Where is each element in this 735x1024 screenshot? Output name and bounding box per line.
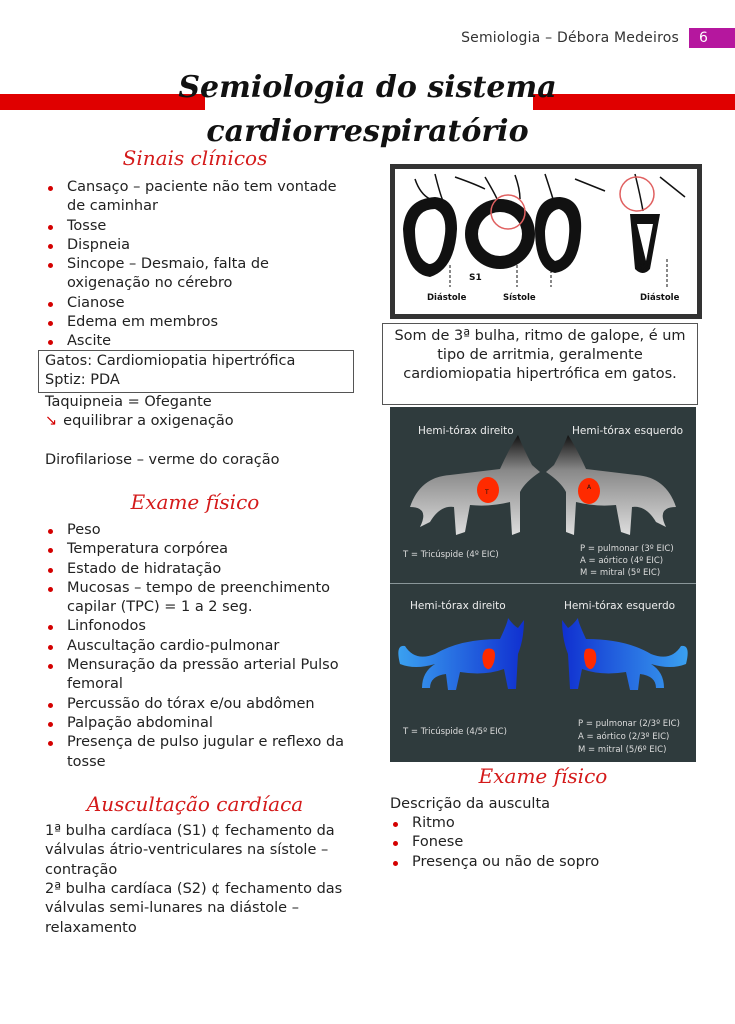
third-sound-note: Som de 3ª bulha, ritmo de galope, é um tipo de arritmia, geralmente cardiomiopatia hipertrófica em gatos. — [382, 323, 698, 405]
section-exame-heading: Exame físico — [130, 490, 260, 514]
list-item: Temperatura corpórea — [45, 540, 350, 559]
taquipneia-text: Taquipneia = Ofegante — [45, 394, 212, 410]
page-title-line2: cardiorrespiratório — [206, 114, 529, 149]
dog-right-caption-m: M = mitral (5º EIC) — [580, 568, 661, 578]
list-item: Auscultação cardio-pulmonar — [45, 637, 350, 656]
list-item: Palpação abdominal — [45, 714, 350, 733]
exame-list — [45, 521, 350, 772]
list-item: Cianose — [45, 294, 345, 313]
page-header — [461, 27, 735, 49]
list-item: Peso — [45, 521, 350, 540]
cat-right-caption-p: P = pulmonar (2/3º EIC) — [578, 719, 680, 729]
list-item: Mensuração da pressão arterial Pulso femoral — [45, 656, 350, 695]
list-item: Dispneia — [45, 236, 345, 255]
arrow-text: equilibrar a oxigenação — [63, 413, 234, 429]
list-item: Presença de pulso jugular e reflexo da tosse — [45, 733, 350, 772]
section-ausculta-heading: Auscultação cardíaca — [86, 792, 304, 816]
list-item: Presença ou não de sopro — [390, 853, 700, 872]
arrow-line — [45, 412, 234, 431]
arrow-down-right-icon: ↘ — [45, 413, 58, 429]
page-number: 6 — [689, 28, 735, 48]
spitz-line: Sptiz: PDA — [45, 372, 120, 388]
exame2-list — [390, 814, 700, 872]
header-title: Semiologia – Débora Medeiros — [461, 30, 679, 46]
list-item: Ascite — [45, 332, 345, 351]
list-item: Linfonodos — [45, 617, 350, 636]
cat-right-caption-a: A = aórtico (2/3º EIC) — [578, 732, 670, 742]
list-item: Estado de hidratação — [45, 560, 350, 579]
section-sinais-heading: Sinais clínicos — [122, 146, 268, 170]
sistole-label: Sístole — [503, 293, 536, 303]
dog-auscultation-figure — [390, 407, 696, 583]
ausculta-s1: 1ª bulha cardíaca (S1) ¢ fechamento da válvulas átrio-ventriculares na sístole – contração — [45, 823, 335, 878]
dog-right-title: Hemi-tórax esquerdo — [572, 425, 684, 437]
aortic-mark: A — [587, 484, 592, 491]
tricuspid-mark: T — [485, 489, 489, 496]
ausculta-s2: 2ª bulha cardíaca (S2) ¢ fechamento das válvulas semi-lunares na diástole – relaxamento — [45, 881, 343, 936]
list-item: Percussão do tórax e/ou abdômen — [45, 695, 350, 714]
s2-label: S2 — [636, 263, 649, 273]
list-item: Tosse — [45, 217, 345, 236]
dog-left-caption: T = Tricúspide (4º EIC) — [403, 550, 499, 560]
dog-right-caption-a: A = aórtico (4º EIC) — [580, 556, 664, 566]
dog-left-title: Hemi-tórax direito — [418, 425, 514, 437]
dog-right-caption-p: P = pulmonar (3º EIC) — [580, 544, 674, 554]
list-item: Mucosas – tempo de preenchimento capilar (TPC) = 1 a 2 seg. — [45, 579, 350, 618]
list-item: Ritmo — [390, 814, 700, 833]
dirofilariose-text: Dirofilariose – verme do coração — [45, 452, 280, 468]
sinais-list — [45, 178, 345, 352]
cat-left-caption: T = Tricúspide (4/5º EIC) — [403, 727, 507, 737]
cat-right-title: Hemi-tórax esquerdo — [564, 600, 676, 612]
list-item: Fonese — [390, 833, 700, 852]
diastole-label-2: Diástole — [640, 293, 680, 303]
cat-auscultation-figure — [390, 584, 696, 762]
heart-cycle-figure — [390, 164, 702, 319]
diastole-label-1: Diástole — [427, 293, 467, 303]
list-item: Cansaço – paciente não tem vontade de caminhar — [45, 178, 345, 217]
cat-left-title: Hemi-tórax direito — [410, 600, 506, 612]
gatos-line: Gatos: Cardiomiopatia hipertrófica — [45, 353, 296, 369]
page-title-line1: Semiologia do sistema — [178, 70, 557, 105]
list-item: Sincope – Desmaio, falta de oxigenação no cérebro — [45, 255, 345, 294]
cat-right-caption-m: M = mitral (5/6º EIC) — [578, 745, 667, 755]
s1-label: S1 — [469, 273, 482, 283]
list-item: Edema em membros — [45, 313, 345, 332]
exame2-intro: Descrição da ausculta — [390, 796, 551, 812]
section-exame2-heading: Exame físico — [478, 764, 608, 788]
